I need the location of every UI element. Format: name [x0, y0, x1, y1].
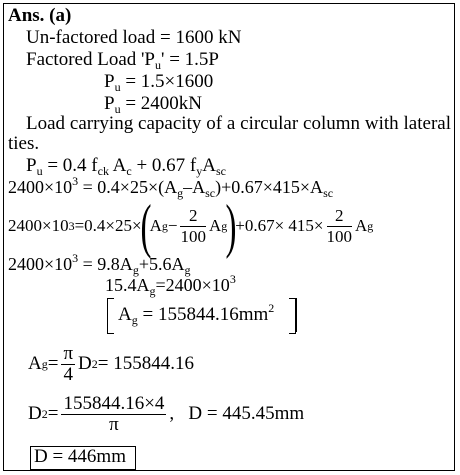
substitution-equation: $2400\times 10^3 = 0.4\times 25\times(A_g-A_{sc})+0.67\times 415\times A_{sc}$	[8, 174, 334, 200]
close-paren-icon: )	[225, 193, 237, 259]
fraction-pi-over-4: $\frac{\pi}{4}$	[63, 342, 74, 385]
left-bracket-icon	[107, 298, 114, 334]
combined-equation: $15.4A_g=2400\times 10^3$	[105, 272, 236, 298]
area-formula: A g = $\frac{\pi}{4}$ D 2 = 155844.16	[28, 342, 194, 385]
fraction-area-over-pi: $\frac{155844.16\times 4}{\pi}$	[63, 392, 165, 435]
pu-value: $P_u = 2400kN$	[104, 93, 203, 116]
right-bracket-icon	[289, 298, 296, 334]
open-paren-icon: (	[140, 193, 152, 259]
pu-expression: $P_u = 1.5\times 1600$	[104, 71, 214, 94]
answer-heading: Ans. (a)	[8, 5, 72, 26]
final-answer: D = 446mm	[34, 446, 126, 467]
simplified-equation: $2400\times 10^3 = 9.8A_g+5.6A_g$	[8, 251, 191, 277]
steel-ratio-equation: 2400×10 3 =0.4×25× ( A g − $\frac{2}{100}$ A g ) +0.67× 415× $\frac{2}{100}$ A g	[8, 193, 374, 259]
diameter-formula: D 2 = $\frac{155844.16\times 4}{\pi}$ , D = 445.45mm	[28, 392, 305, 435]
unfactored-load-line: Un-factored load = 1600 kN	[26, 27, 242, 48]
capacity-equation: $P_u = 0.4$ $f_{ck}$ $A_c + 0.67$ $f_yA_{sc}$	[26, 155, 226, 178]
factored-load-line: Factored Load '$P_u' = 1.5P$	[26, 49, 219, 72]
fraction-2-over-100: $\frac{2}{100}$	[180, 205, 206, 246]
capacity-paragraph: Load carrying capacity of a circular column with lateral ties.	[8, 113, 451, 154]
fraction-2-over-100-b: $\frac{2}{100}$	[326, 205, 352, 246]
gross-area-result: $A_g = 155844.16mm^2$	[118, 301, 275, 327]
